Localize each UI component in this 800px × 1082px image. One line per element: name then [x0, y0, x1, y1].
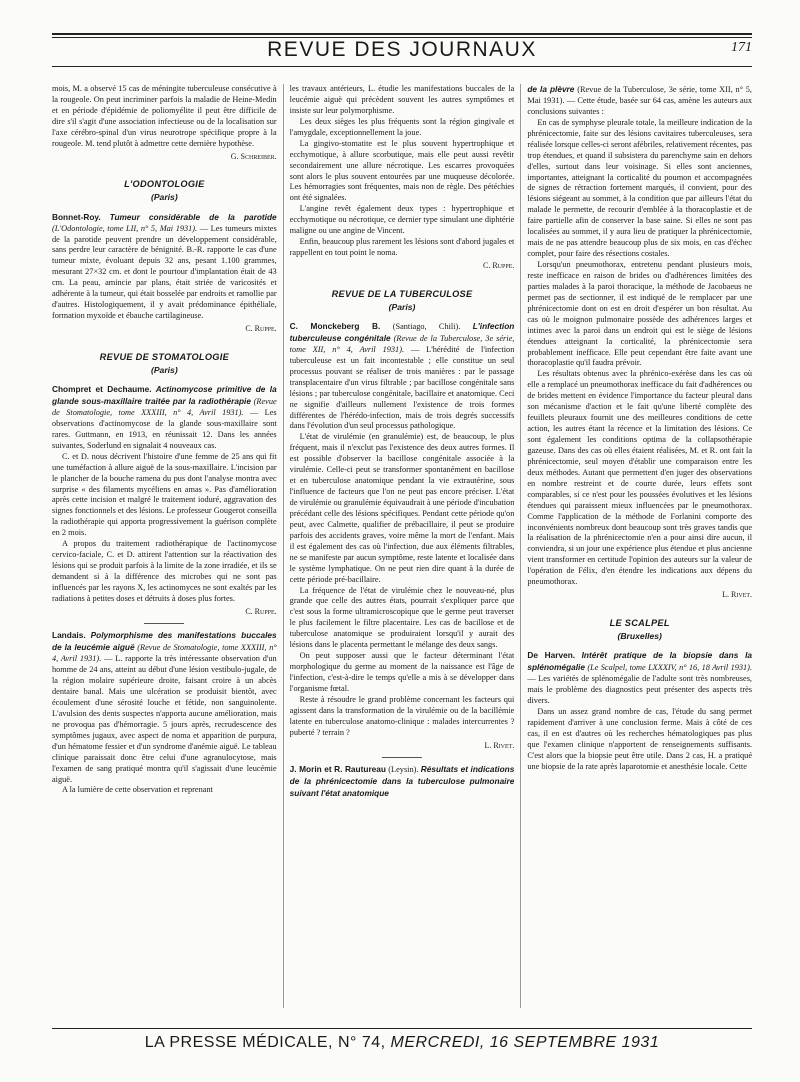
- reviewer-signature: G. Schreiber.: [230, 151, 277, 161]
- paragraph: [52, 785, 277, 796]
- paragraph: [527, 260, 752, 369]
- paragraph-text: L'angine revêt également deux types : hypertrophique et ecchymotique ou nécrotique, ce dernier type simulant une diphtérie maligne ou une angine de Vincent.: [289, 204, 515, 236]
- article-title: Tumeur considérable de la parotide: [109, 211, 277, 222]
- paragraph-text: Les deux sièges les plus fréquents sont la région gingivale et l'amygdale, exceptionnellement la joue.: [289, 116, 515, 137]
- paragraph: [52, 84, 277, 150]
- paragraph-text: En cas de symphyse pleurale totale, la meilleure indication de la phrénicectomie, faite sur des lésions cavitaires tuberculeuses, sera réalisée lorsque celles-ci seront afébriles, relativement récentes, pas trop étendues, et quand il subsistera du parenchyme sain en dehors d'elles, surtout dans leur voisinage. Si elles sont anciennes, importantes, atteignant la corticalité du poumon et accompagnées de signes de rétraction fortement marqués, il convient, pour des lésions siégeant au sommet, à la condition que par ailleurs l'état du malade le permette, de recourir d'emblée à la thoracoplastie et de faire partielle afin de conserver la base saine. Si elles ne sont pas localisées au sommet, il y aura lieu de pratiquer la phrénicectomie, mais de ne pas attendre beaucoup plus de six mois, en cas d'échec complet, pour faire des résections costales.: [527, 117, 753, 259]
- footer-line: [52, 1034, 752, 1052]
- article-reference: (L'Odontologie, tome LII, n° 5, Mai 1931).: [52, 223, 198, 233]
- section-heading: LE SCALPEL: [609, 617, 670, 628]
- paragraph: [290, 432, 515, 585]
- header-rule-top: [52, 33, 752, 35]
- paragraph: [527, 369, 752, 588]
- section-heading: REVUE DE LA TUBERCULOSE: [331, 288, 473, 299]
- paragraph-text: Enfin, beaucoup plus rarement les lésions sont d'abord jugales et rappellent en tout point le noma.: [289, 237, 515, 258]
- section-city: (Paris): [388, 301, 416, 312]
- paragraph: [527, 84, 752, 118]
- continued-article-title: de la plèvre: [527, 84, 575, 94]
- reviewer-signature: C. Ruppe.: [483, 261, 515, 270]
- article-entry: [290, 764, 515, 800]
- footer-journal: LA PRESSE MÉDICALE,: [144, 1034, 333, 1051]
- section-heading: REVUE DE STOMATOLOGIE: [99, 351, 229, 362]
- column-right: [527, 84, 752, 1008]
- paragraph: [527, 118, 752, 260]
- article-columns: [52, 84, 752, 1008]
- paragraph-text: Dans un assez grand nombre de cas, l'étude du sang permet rapidement d'arriver à une conclusion ferme. Mais à côté de ces cas, il en est d'autres où les recherches hématologiques pas plus que l'examen clinique n'apportent de renseignements suffisants. C'est alors que la biopsie peut être utile. Dans 2 cas, H. a pratiqué une biopsie de la rate après laparotomie et anesthésie locale. Cette: [527, 706, 753, 771]
- reviewer-signature: C. Ruppe.: [245, 606, 277, 616]
- article-text: — Les observations d'actinomycose de la glande sous-maxillaire sont rares. Guttmann, en 1913, en réunissait 12. Dans les années suivantes, Soderlund en signalait 4 nouveaux cas.: [52, 407, 277, 450]
- footer-rule: [52, 1028, 752, 1029]
- paragraph: [290, 695, 515, 739]
- paragraph: [527, 707, 752, 773]
- article-reference: (Revue de Stomatologie, tome XXXIII, n° 4, Avril 1931).: [52, 397, 277, 417]
- section-city: (Paris): [150, 192, 178, 203]
- article-title: Intérêt pratique de la biopsie dans la splénomégalie: [527, 650, 753, 673]
- paragraph: [52, 539, 277, 605]
- article-title: Actinomycose primitive de la glande sous-maxillaire traitée par la radiothérapie: [52, 384, 277, 406]
- journal-section-title: REVUE DES JOURNAUX: [267, 38, 537, 61]
- column-left: [52, 84, 277, 1008]
- column-middle: [290, 84, 515, 1008]
- paragraph-text: mois, M. a observé 15 cas de méningite tuberculeuse consécutive à la rougeole. On peut incriminer parfois la maladie de Heine-Medin et en période d'épidémie de poliomyélite il peut être difficile de dire s'il s'agit d'une association infectieuse ou de la localisation sur l'axe cérébro-spinal d'un virus neurotrope spécifique propre à la rougeole. M. tend plutôt à admettre cette dernière hypothèse.: [52, 84, 277, 148]
- paragraph: [290, 204, 515, 237]
- article-title: Polymorphisme des manifestations buccales de la leucémie aiguë: [52, 630, 277, 653]
- separator-rule: [144, 623, 184, 624]
- article-author-location: (Santiago, Chili).: [392, 322, 461, 332]
- column-divider: [283, 84, 284, 1008]
- article-text: — L. rapporte la très intéressante observation d'un homme de 24 ans, atteint au début d'une lésion vestibulo-jugale, de la région molaire supérieure droite, faisant croire à un abcès dentaire banal. Mais une ulcération se produisit bientôt, avec écoulement d'une sérosité louche et fétide, non sanguinolente. L'avulsion des dents suspectes n'apporta aucune amélioration, mais ne provoqua pas d'hémorragie. 5 jours après, recrudescence des symptômes jugaux, avec aspect de noma et apparition de purpura, d'un hématome fessier et d'un syndrome d'anémie aiguë. Le tableau clinique paraissait donc être celui d'une agranulocytose, mais l'examen de sang pratiqué montra qu'il s'agissait d'une leucémie aiguë.: [52, 654, 277, 784]
- header-rule-bottom: [52, 66, 752, 67]
- paragraph: [290, 117, 515, 139]
- separator-rule: [382, 757, 422, 758]
- paragraph-text: La gingivo-stomatite est le plus souvent hypertrophique et ecchymotique, à allure scorbutique, mais elle peut aussi revêtir secondairement une allure nécrotique. Les escarres provoquées sont alors le plus souvent entourées par une muqueuse décolorée. Les hémorragies sont fréquentes, mais non de règle. Des pétéchies ont été signalées.: [289, 138, 515, 203]
- article-reference: (Revue de la Tuberculose, 3e série, tome XII, n° 4, Avril 1931).: [289, 333, 515, 354]
- article-text: — Les tumeurs mixtes de la parotide peuvent prendre un développement considérable, sans perdre leur caractère de bénignité. B.-R. rapporte le cas d'une tumeur mixte, évoluant depuis 32 ans, pesant 1.100 grammes, mesurant 27×32 cm. et dont le pourtour d'implantation était de 43 cm. La peau, amincie par plans, était striée de varicosités et adhérente à la tumeur, qui était bosselée par endroits et ramollie par d'autres. Histologiquement, il y avait prédominance épithéliale, formation myxoïde et ébauche cartilagineuse.: [52, 223, 277, 321]
- paragraph: [52, 452, 277, 540]
- paragraph-text: C. et D. nous décrivent l'histoire d'une femme de 25 ans qui fit une tuméfaction à allure aiguë de la sous-maxillaire. L'incision par le plancher de la bouche ramena du pus dont l'analyse montra avec surprise « des filaments mycéliens en amas ». Pas d'amélioration après cette incision et malgré le traitement ioduré, aggravation des signes fonctionnels et des lésions. Le professeur Gougerot conseilla la radiothérapie qui apporta progressivement la guérison complète en 2 mois.: [52, 451, 277, 538]
- paragraph-text: A propos du traitement radiothérapique de l'actinomycose cervico-faciale, C. et D. attirent l'attention sur la réactivation des lésions qui se produit parfois à la limite de la zone irradiée, et ils se demandent si à la différence des microbes qui ne sont pas influencés par les rayons X, les actinomyces ne sont exaltés par les radiations à petites doses et détruits à doses plus fortes.: [52, 539, 277, 603]
- article-reference: (Revue de Stomatologie, tome XXXIII, n° 4, Avril 1931).: [52, 643, 277, 664]
- article-title: Résultats et indications de la phrénicectomie dans la tuberculose pulmonaire suivant l'état anatomique: [289, 764, 515, 799]
- paragraph: [290, 586, 515, 652]
- paragraph-text: Lorsqu'un pneumothorax, entretenu pendant plusieurs mois, reste inefficace en raison de brides ou d'adhérences limitées des parties malades à la paroi thoracique, la méthode de Jacobaeus ne permet pas de sectionner, il est indiqué de le remplacer par une phrénicectomie dont on est en droit d'espérer un bon résultat. Au cas où le moignon pulmonaire possède des adhérences larges et intimes avec la paroi dans un endroit qui est le siège de lésions étendues atteignant la corticalité, la phrénicectomie sera probablement inefficace. Elle peut cependant être faite avant une thoracoplastie qu'il faudra prévoir.: [527, 260, 753, 368]
- paragraph-text: Les résultats obtenus avec la phrénico-exérèse dans les cas où elle a remplacé un pneumothorax inefficace du fait d'adhérences ou de brides mettent en évidence l'importance du facteur pleural dans son mécanisme d'action et le fait qu'une liberté complète des feuillets pleuraux fournit une des meilleures conditions de cette action, les autres étant la récence et la limitation des lésions. Ce sont également les conditions optima de la collapsothérapie gazeuse. Dans des cas où elles étaient réalisées, M. et R. ont fait la phrénicectomie, seul moyen d'établir une comparaison entre les deux méthodes. Autant que permettent d'en juger des observations en nombre restreint et de courte durée, leurs effets sont comparables, si ce n'est pour les poussées évolutives et les lésions étendues qui paraissent mieux influencées par le pneumothorax. Comme l'application de la méthode de Forlanini comporte des inconvénients nombreux dont beaucoup sont très graves tandis que la réalisation de la phrénicectomie n'en a pour ainsi dire aucun, il conviendra, si un jour une expérience plus étendue et plus ancienne vient transformer en certitude l'opinion des auteurs sur la valeur de l'opération de Félix, d'en étendre les indications aux dépens du pneumothorax.: [527, 369, 753, 587]
- article-entry: [290, 321, 515, 432]
- paragraph: [290, 139, 515, 205]
- article-author: C. Monckeberg B.: [289, 321, 381, 332]
- paragraph-text: A la lumière de cette observation et reprenant: [62, 785, 213, 795]
- article-text: — L'hérédité de l'infection tuberculeuse est un fait incontestable ; elle constitue un seul processus pouvant se réaliser de trois manières : par le passage transplacentaire d'un virus filtrable ; par bacillose congénitale sans lésions ; par tuberculose congénitale, bacillaire et anatomique. Ceci ne signifie d'ailleurs nullement l'existence de trois formes différentes de l'hérédo-infection, mais de trois degrés successifs dans l'évolution d'un seul processus pathologique.: [289, 344, 515, 431]
- paragraph: [290, 84, 515, 117]
- article-author: Landais.: [52, 630, 86, 641]
- article-text: — Les variétés de splénomégalie de l'adulte sont très nombreuses, mais le problème des diagnostics peut présenter des aspects très divers.: [527, 674, 753, 705]
- paragraph-text: les travaux antérieurs, L. étudie les manifestations buccales de la leucémie aiguë qui précèdent souvent les autres symptômes et insiste sur leur polymorphisme.: [289, 84, 515, 115]
- article-author: J. Morin et R. Rautureau: [289, 764, 386, 775]
- section-heading: L'ODONTOLOGIE: [124, 179, 205, 190]
- article-author: Chompret et Dechaume.: [52, 384, 152, 395]
- column-divider: [520, 84, 521, 1008]
- page-header: [52, 28, 752, 70]
- page-footer: [52, 1028, 752, 1058]
- article-author: De Harven.: [527, 650, 576, 661]
- paragraph: [290, 237, 515, 259]
- footer-date: MERCREDI, 16 SEPTEMBRE 1931: [390, 1034, 660, 1051]
- paragraph: [290, 651, 515, 695]
- paragraph-text: La fréquence de l'état de virulémie chez le nouveau-né, plus grande que celle des autres états, pourrait s'expliquer parce que c'est sous la forme ultramicroscopique que le germe peut traverser le plus facilement le filtre placentaire. Les cas de bacillose et de tuberculose anatomique se produiraient lorsqu'il y aurait des lésions dans le placenta permettant le mélange des deux sangs.: [289, 585, 515, 650]
- reviewer-signature: L. Rivet.: [484, 740, 515, 750]
- reviewer-signature: C. Ruppe.: [245, 324, 277, 334]
- article-entry: [52, 384, 277, 452]
- paragraph-text: (Revue de la Tuberculose, 3e série, tome XII, n° 5, Mai 1931). — Cette étude, basée sur 64 cas, amène les auteurs aux conclusions suivantes :: [527, 85, 753, 116]
- footer-issue-number: N° 74,: [337, 1034, 386, 1051]
- paragraph-text: Reste à résoudre le grand problème concernant les facteurs qui agissent dans la transformation de la virulémie ou de la bacillémie latente en tuberculose anatomo-clinique : malades intercurrentes ? puberté ? terrain ?: [289, 694, 515, 737]
- reviewer-signature: L. Rivet.: [722, 590, 753, 600]
- article-reference: (Le Scalpel, tome LXXXIV, n° 16, 18 Avril 1931).: [587, 663, 753, 673]
- article-entry: [52, 212, 277, 322]
- article-author: Bonnet-Roy.: [52, 211, 101, 222]
- article-entry: [52, 630, 277, 785]
- paragraph-text: On peut supposer aussi que le facteur déterminant l'état morphologique du germe au moment de la naissance est l'âge de l'infection, c'est-à-dire le temps qu'elle a mis à se développer dans l'organisme fœtal.: [289, 651, 515, 693]
- paragraph-text: L'état de virulémie (en granulémie) est, de beaucoup, le plus fréquent, mais il n'exclut pas l'existence des deux autres formes. Il est possible d'observer la bacillose congénitale associée à la virulémie. Celle-ci peut se transformer spontanément en bacillose et en tuberculose anatomique pendant la vie extrautérine, sous l'influence de facteurs que l'on ne peut pas encore préciser. L'état de virulémie ou granulémie équivaudrait à une période d'incubation précédant celle des lésions spécifiques. Pendant cette période qu'on peut, avec Calmette, qualifier de prébacillaire, il peut se produire parfois des accidents graves, voire même la mort de l'enfant. Mais il est également des cas où l'infection, due aux éléments filtrables, ne se manifeste par aucun symptôme, reste latente et localisée dans le système lymphatique. On ne peut rien dire quant à la durée de cette période pré-bacillaire.: [289, 432, 515, 584]
- section-city: (Bruxelles): [617, 630, 662, 641]
- article-entry: [527, 650, 752, 707]
- article-title: L'infection tuberculeuse congénitale: [289, 321, 515, 343]
- article-author-location: (Leysin).: [388, 765, 419, 775]
- section-city: (Paris): [150, 364, 178, 375]
- page-number: 171: [731, 40, 752, 55]
